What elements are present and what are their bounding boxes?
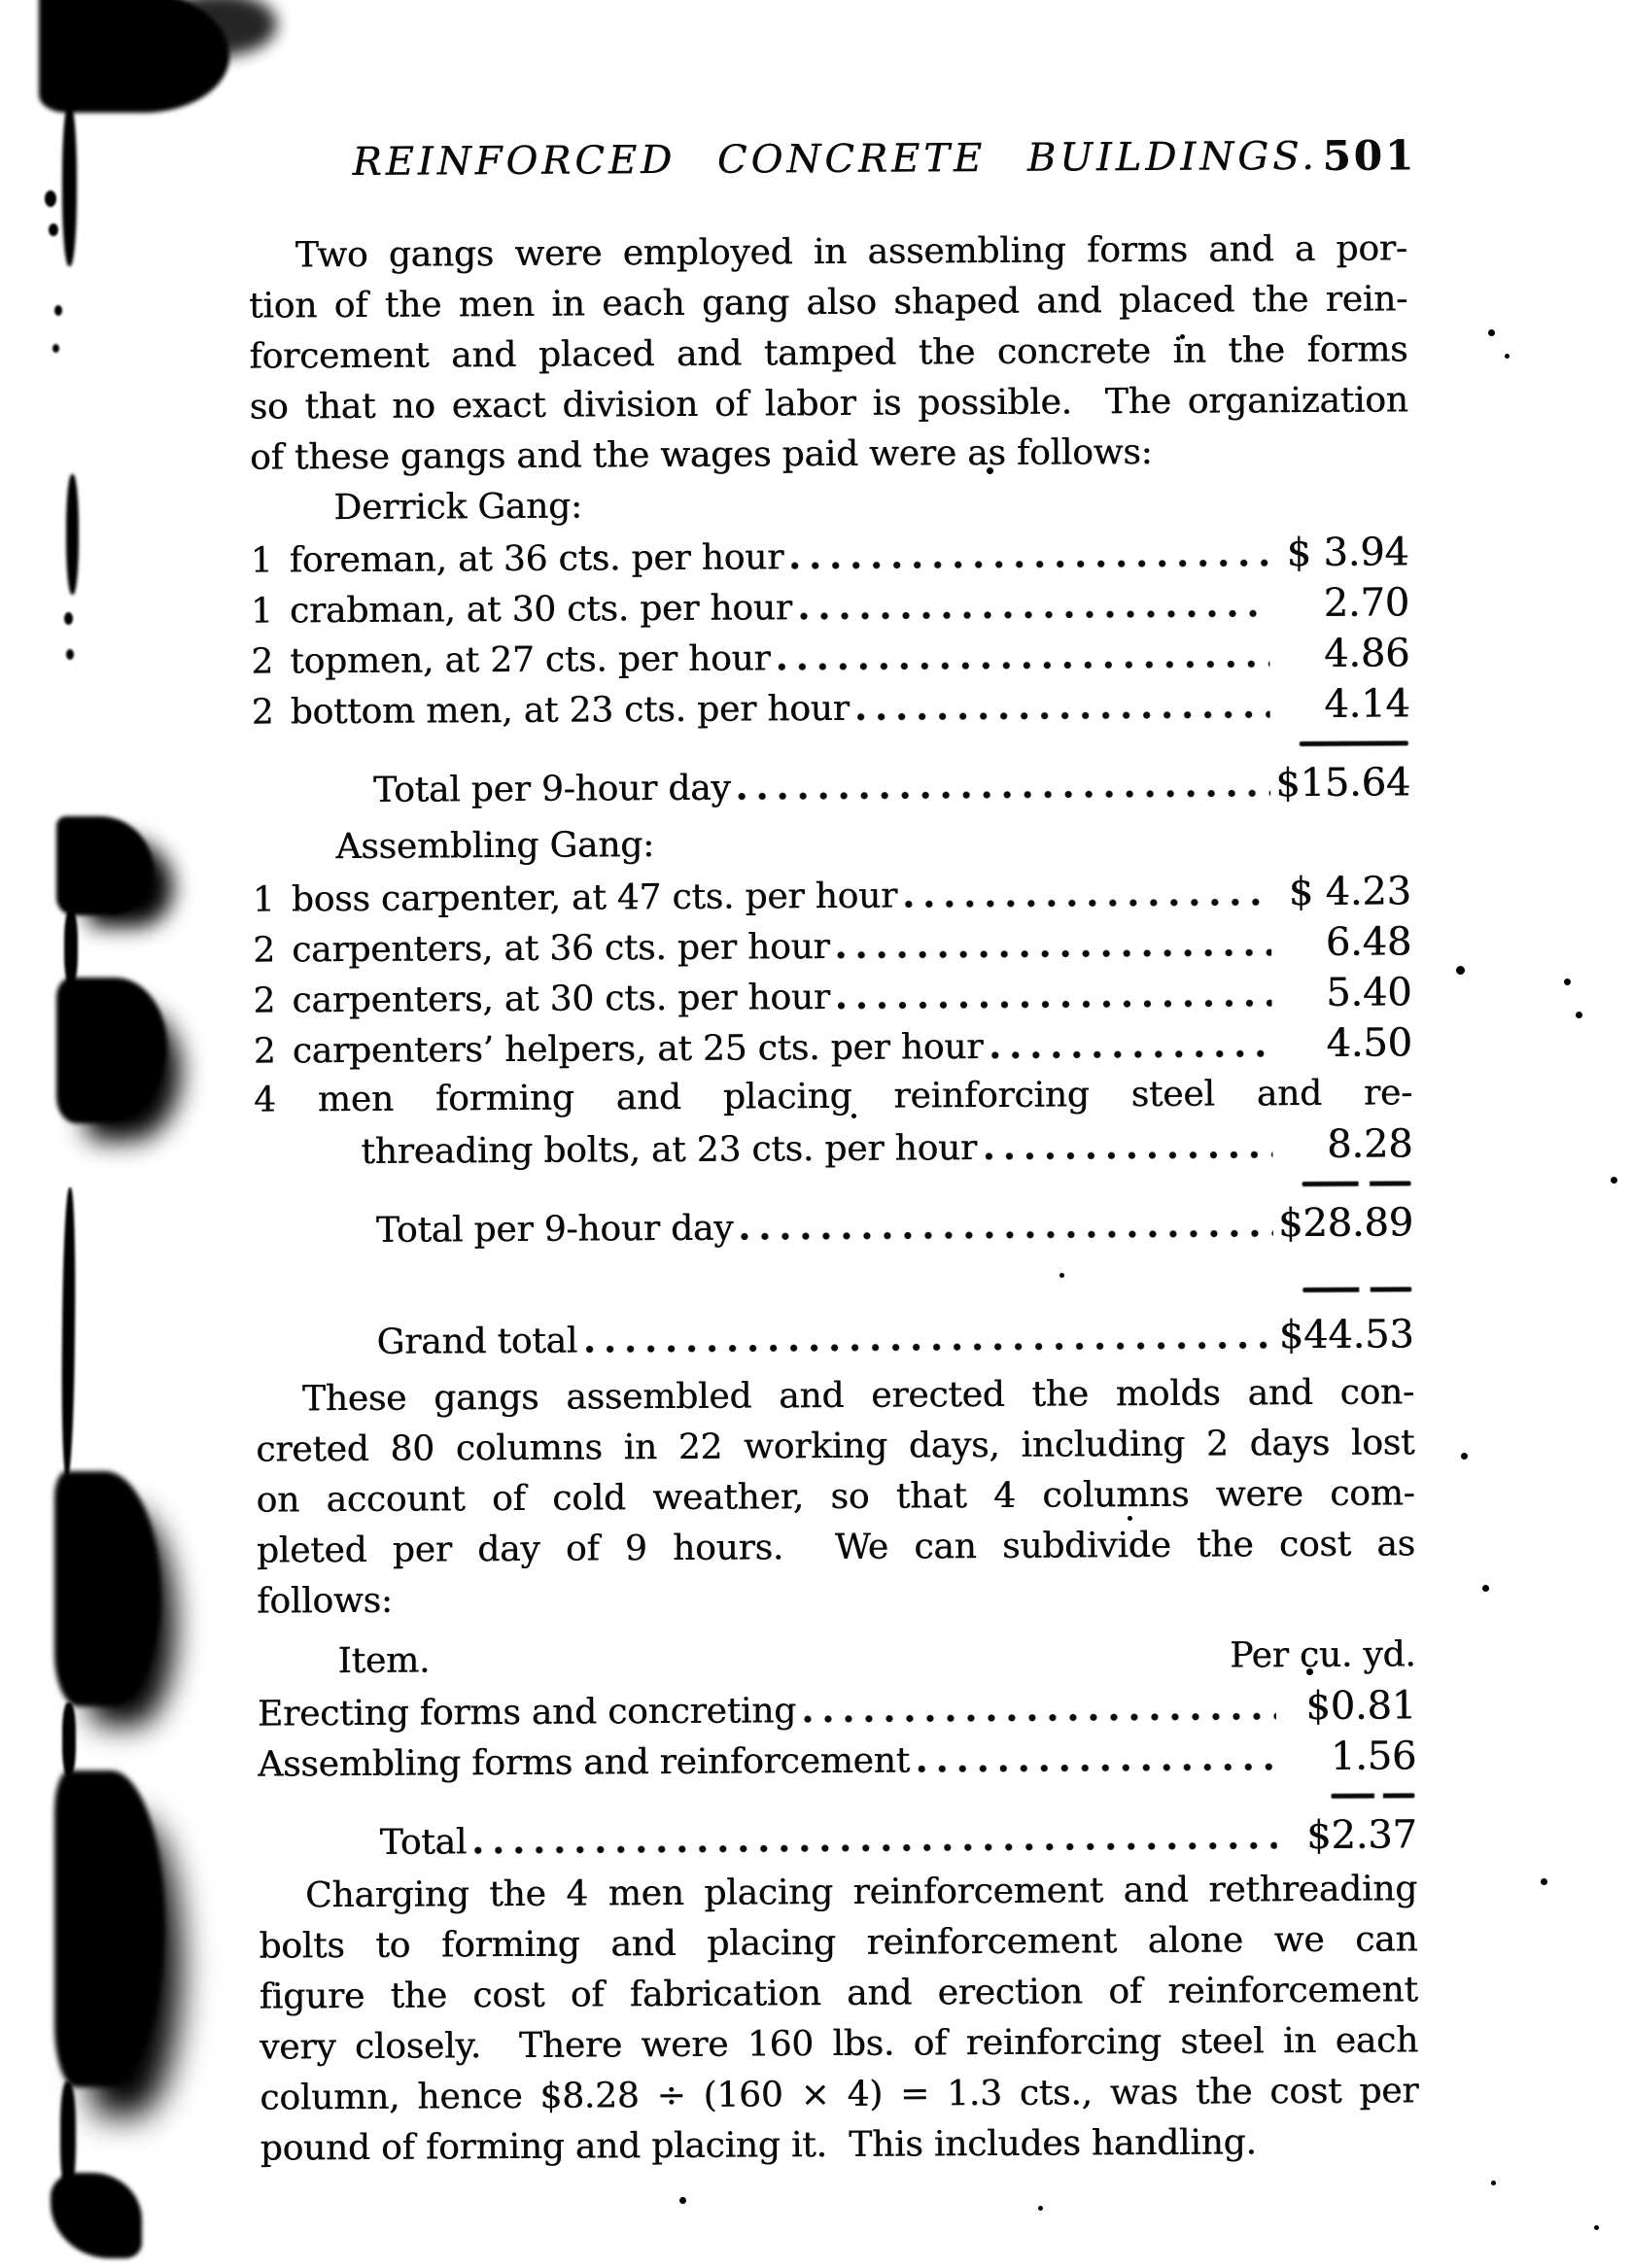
paragraph-line: creted 80 columns in 22 working days, including 2 days lost — [256, 1423, 1415, 1470]
ink-blob-bottom-left — [51, 2173, 142, 2258]
wage-row-wrapped: 4 men forming and placing reinforcing steel and re- — [253, 1073, 1413, 1120]
paragraph-intro — [249, 223, 1409, 483]
grand-total-row — [255, 1309, 1413, 1366]
leader-dots — [804, 1708, 1276, 1726]
paragraph-line: column, hence $8.28 ÷ (160 × 4) = 1.3 cts., was the cost per — [260, 2071, 1419, 2118]
unit-column-label: Per cu. yd. — [1230, 1634, 1416, 1676]
derrick-gang-heading: Derrick Gang: — [333, 486, 582, 529]
wage-row — [254, 1017, 1412, 1075]
row-amount: 1.56 — [1330, 1734, 1417, 1779]
row-desc: threading bolts, at 23 cts. per hour — [361, 1128, 978, 1172]
ink-blob-top-left — [39, 0, 229, 113]
row-desc: bottom men, at 23 cts. per hour — [290, 688, 850, 733]
cost-table-rows — [258, 1680, 1417, 1788]
ink-streak — [62, 103, 77, 266]
ink-streak — [62, 1702, 76, 1776]
ink-blob-lower-first — [54, 1471, 161, 1706]
page-content — [248, 130, 1419, 2174]
running-header-title: REINFORCED CONCRETE BUILDINGS. — [352, 133, 1318, 185]
leader-dots — [741, 1225, 1273, 1243]
ink-streak — [64, 910, 78, 985]
page-number: 501 — [1322, 131, 1417, 180]
item-column-label: Item. — [337, 1640, 431, 1682]
paragraph-line: tion of the men in each gang also shaped and placed the rein- — [248, 279, 1408, 326]
ink-streak — [66, 474, 79, 595]
ink-speck — [45, 190, 56, 207]
wage-row — [251, 628, 1409, 685]
row-desc: carpenters, at 36 cts. per hour — [291, 927, 830, 971]
paragraph-production — [256, 1367, 1416, 1627]
row-qty: 2 — [253, 1031, 276, 1072]
ink-streak — [60, 2081, 76, 2190]
ink-streak — [60, 1187, 76, 1477]
cost-total-rule — [1331, 1793, 1414, 1799]
paragraph-line: very closely. There were 160 lbs. of reinforcing steel in each — [259, 2020, 1419, 2068]
wage-row — [253, 967, 1411, 1024]
total-amount: $28.89 — [1277, 1200, 1413, 1247]
row-amount: 4.50 — [1326, 1020, 1412, 1066]
row-amount: 4.86 — [1323, 631, 1410, 676]
paragraph-line: figure the cost of fabrication and erection of reinforcement — [259, 1970, 1418, 2017]
row-qty: 1 — [250, 591, 273, 632]
row-amount: 2.70 — [1323, 580, 1410, 626]
leader-dots — [857, 706, 1270, 724]
row-qty: 1 — [250, 540, 273, 581]
ink-speck — [66, 649, 74, 660]
total-amount: $15.64 — [1275, 760, 1411, 807]
leader-dots — [474, 1838, 1277, 1857]
paragraph-line: pleted per day of 9 hours. We can subdivide the cost as — [256, 1524, 1415, 1571]
paragraph-line: Charging the 4 men placing reinforcement and rethreading — [304, 1869, 1418, 1916]
leader-dots — [838, 945, 1272, 962]
row-amount: 6.48 — [1325, 919, 1412, 965]
row-amount: 8.28 — [1326, 1121, 1413, 1167]
cost-total-row — [259, 1809, 1417, 1867]
grand-total-rule — [1302, 1287, 1411, 1292]
row-desc: crabman, at 30 cts. per hour — [289, 588, 792, 632]
total-amount: $2.37 — [1306, 1812, 1417, 1859]
wage-row — [251, 577, 1409, 635]
row-desc: foreman, at 36 cts. per hour — [289, 537, 784, 581]
paragraph-line: follows: — [257, 1580, 393, 1622]
ink-blob-top-left-halo — [160, 0, 277, 56]
row-desc: Erecting forms and concreting — [257, 1691, 797, 1735]
leader-dots — [800, 605, 1269, 623]
assembling-gang-rows — [253, 866, 1413, 1176]
ink-speck — [54, 305, 62, 316]
total-label: Total — [379, 1822, 468, 1863]
ink-speck — [64, 612, 73, 625]
subtotal-rule-assembling — [1302, 1181, 1411, 1186]
ink-blob-middle-upper — [56, 816, 154, 915]
row-desc: Assembling forms and reinforcement — [258, 1740, 911, 1785]
leader-dots — [990, 1046, 1272, 1062]
page-header — [248, 130, 1417, 188]
wage-row — [253, 916, 1411, 974]
wage-row — [258, 1731, 1416, 1788]
row-amount: $ 3.94 — [1286, 530, 1409, 576]
paragraph-line: pound of forming and placing it. This includes handling. — [260, 2122, 1257, 2169]
total-label: Grand total — [376, 1321, 578, 1362]
leader-dots — [905, 894, 1271, 911]
paragraph-line: Two gangs were employed in assembling forms and a por- — [295, 228, 1407, 276]
wage-row — [258, 1680, 1416, 1737]
row-amount: $ 4.23 — [1288, 869, 1411, 915]
leader-dots — [791, 555, 1269, 572]
ink-speck — [52, 344, 59, 353]
row-qty: 1 — [252, 879, 275, 920]
paragraph-line: bolts to forming and placing reinforcement alone we can — [259, 1919, 1418, 1967]
paragraph-line: forcement and placed and tamped the concrete in the forms — [249, 329, 1408, 377]
row-qty: 2 — [252, 930, 275, 971]
total-label: Total per 9-hour day — [372, 768, 731, 810]
derrick-total-row — [252, 757, 1410, 814]
row-amount: 5.40 — [1326, 970, 1412, 1015]
leader-dots — [739, 785, 1271, 803]
ink-blob-lower-second — [54, 1770, 165, 2087]
leader-dots — [778, 656, 1269, 673]
subtotal-rule-derrick — [1300, 740, 1408, 746]
wage-row — [251, 678, 1409, 736]
paragraph-line: These gangs assembled and erected the molds and con- — [301, 1372, 1415, 1420]
row-qty: 2 — [251, 692, 274, 733]
total-label: Total per 9-hour day — [375, 1208, 734, 1251]
wage-row — [253, 866, 1411, 923]
row-qty: 2 — [251, 641, 274, 682]
row-desc: topmen, at 27 cts. per hour — [290, 638, 771, 682]
wage-row — [251, 527, 1409, 584]
row-amount: 4.14 — [1324, 681, 1410, 727]
leader-dots — [585, 1337, 1274, 1356]
ink-blob-middle-lower — [56, 978, 167, 1123]
leader-dots — [918, 1759, 1276, 1775]
row-desc: carpenters’ helpers, at 25 cts. per hour — [292, 1027, 984, 1072]
cost-table-header — [257, 1630, 1415, 1687]
row-amount: $0.81 — [1305, 1683, 1417, 1730]
row-desc: carpenters, at 30 cts. per hour — [292, 977, 830, 1021]
total-amount: $44.53 — [1278, 1312, 1414, 1358]
derrick-gang-rows — [251, 527, 1410, 736]
paragraph-line: so that no exact division of labor is possible. The organization — [249, 380, 1408, 428]
assembling-total-row — [255, 1197, 1413, 1254]
scan-speckles — [0, 0, 5, 5]
paragraph-line: on account of cold weather, so that 4 columns were com- — [256, 1473, 1415, 1521]
leader-dots — [985, 1147, 1272, 1163]
paragraph-closing — [259, 1864, 1419, 2174]
row-qty: 2 — [253, 980, 276, 1021]
paragraph-line: of these gangs and the wages paid were as follows: — [249, 431, 1153, 478]
leader-dots — [838, 995, 1272, 1013]
ink-speck — [49, 223, 58, 236]
row-desc: boss carpenter, at 47 cts. per hour — [291, 876, 898, 920]
assembling-gang-heading: Assembling Gang: — [335, 825, 655, 868]
wage-row — [254, 1118, 1412, 1176]
